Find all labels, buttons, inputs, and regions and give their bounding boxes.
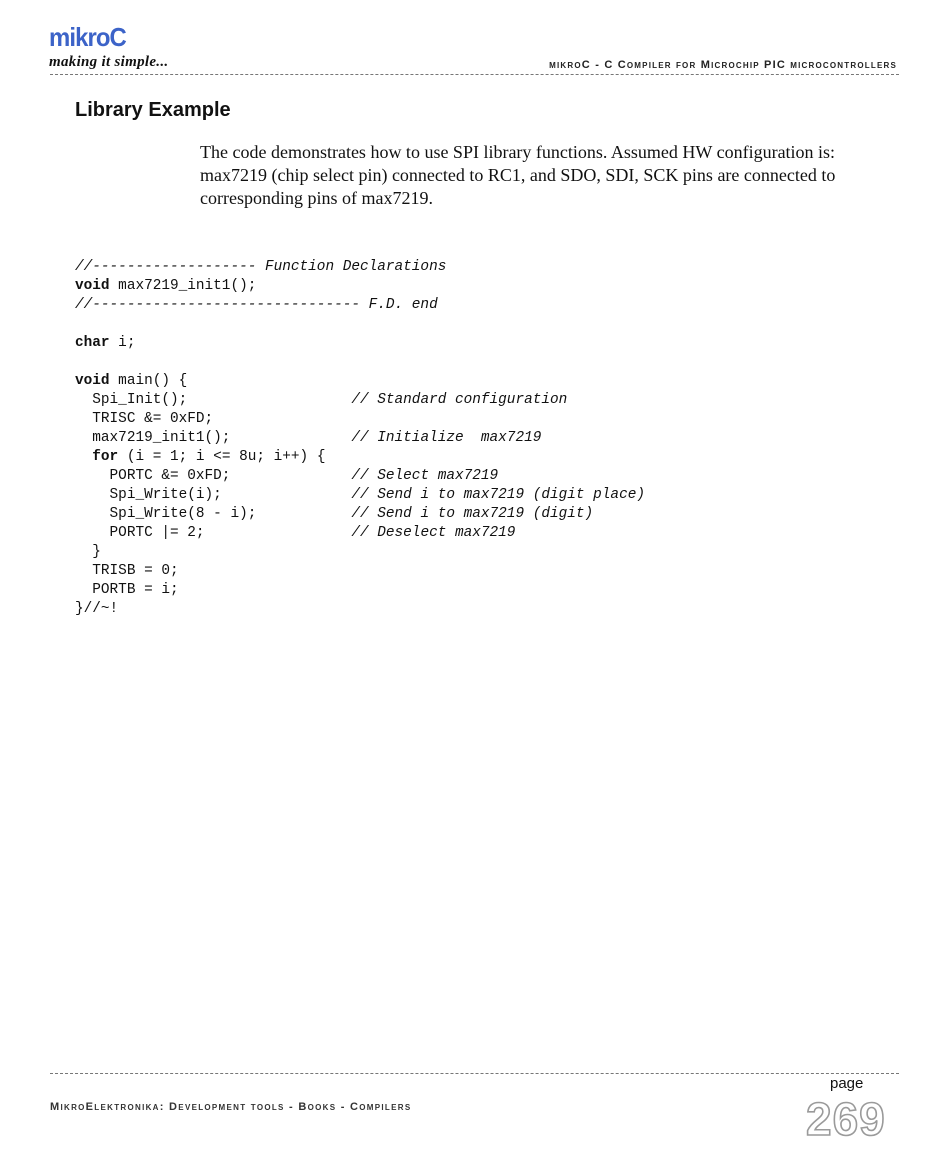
code-line [75,562,645,581]
mikroc-logo: mikroC [49,22,126,52]
code-keyword: for [92,449,119,465]
code-text: max7219_init1(); [109,278,257,294]
page-number: 269 [806,1093,886,1145]
header-title: mikroC - C Compiler for Microchip PIC microcontrollers [549,59,897,71]
code-text: i; [109,335,136,351]
code-text: max7219_init1(); [75,430,352,446]
code-line [75,448,645,467]
footer-text: MikroElektronika: Development tools - Books - Compilers [50,1101,412,1113]
header-divider [50,74,899,75]
code-line [75,315,645,334]
code-text: } [75,544,101,560]
code-line [75,410,645,429]
code-line [75,543,645,562]
code-text: PORTB = i; [75,582,179,598]
code-text: Spi_Init(); [75,392,352,408]
code-listing [75,258,645,619]
code-text: TRISB = 0; [75,563,179,579]
footer-divider [50,1073,899,1074]
code-text: Spi_Write(8 - i); [75,506,352,522]
code-text [75,449,92,465]
page-label: page [830,1075,864,1092]
code-text: Spi_Write(i); [75,487,352,503]
code-comment: //------------------------------- F.D. end [75,297,438,313]
tagline: making it simple... [49,54,169,70]
code-line [75,524,645,543]
code-line [75,600,645,619]
code-line [75,353,645,372]
code-text: PORTC |= 2; [75,525,352,541]
code-comment: // Select max7219 [351,468,499,484]
code-comment: // Send i to max7219 (digit place) [351,487,645,503]
code-comment: // Send i to max7219 (digit) [351,506,594,522]
code-keyword: void [75,373,110,389]
code-keyword: char [75,335,110,351]
code-comment: // Standard configuration [351,392,568,408]
code-comment: // Initialize max7219 [351,430,542,446]
code-line [75,372,645,391]
code-keyword: void [75,278,110,294]
code-comment: //------------------- Function Declarations [75,259,447,275]
code-text: (i = 1; i <= 8u; i++) { [118,449,326,465]
code-comment: // Deselect max7219 [351,525,516,541]
code-text: }//~! [75,601,119,617]
code-text: PORTC &= 0xFD; [75,468,352,484]
code-text: main() { [109,373,188,389]
code-line [75,467,645,486]
intro-paragraph: The code demonstrates how to use SPI library functions. Assumed HW configuration is: max7219 (chip select pin) connected to RC1, and SDO, SDI, SCK pins are connected to corresponding pins of max7219. [200,142,836,208]
code-text: TRISC &= 0xFD; [75,411,214,427]
code-line [75,505,645,524]
code-line [75,296,645,315]
code-line [75,334,645,353]
code-line [75,486,645,505]
code-line [75,581,645,600]
code-line [75,391,645,410]
code-line [75,277,645,296]
code-line [75,258,645,277]
code-line [75,429,645,448]
section-title: Library Example [75,99,231,121]
